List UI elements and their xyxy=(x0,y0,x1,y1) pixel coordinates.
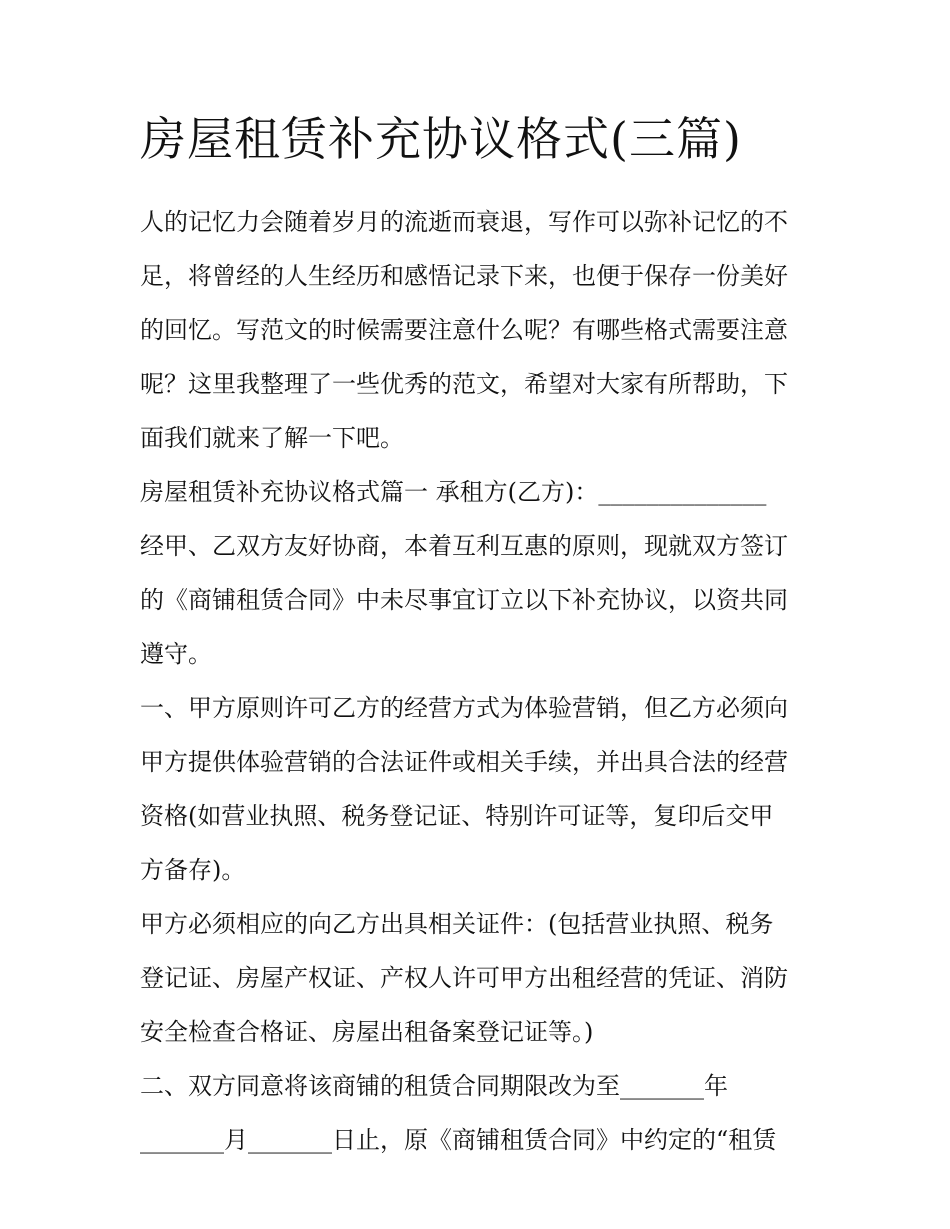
text-line: 足，将曾经的人生经历和感悟记录下来，也便于保存一份美好 xyxy=(140,262,788,290)
document-body xyxy=(140,195,812,1167)
clause-line: 一、甲方原则许可乙方的经营方式为体验营销，但乙方必须向 xyxy=(140,694,788,722)
text-line: 遵守。 xyxy=(140,640,212,668)
text-line: 经甲、乙双方友好协商，本着互利互惠的原则，现就双方签订 xyxy=(140,532,788,560)
text-line: 人的记忆力会随着岁月的流逝而衰退，写作可以弥补记忆的不 xyxy=(140,208,788,236)
clause-line: 甲方提供体验营销的合法证件或相关手续，并出具合法的经营 xyxy=(140,748,788,776)
text-line: 登记证、房屋产权证、产权人许可甲方出租经营的凭证、消防 xyxy=(140,964,788,992)
text-line: 甲方必须相应的向乙方出具相关证件：(包括营业执照、税务 xyxy=(140,910,774,938)
section-heading-line: 房屋租赁补充协议格式篇一 承租方(乙方)：______________ xyxy=(140,478,767,506)
text-line: 的回忆。写范文的时候需要注意什么呢？有哪些格式需要注意 xyxy=(140,316,788,344)
clause-line: _______月_______日止，原《商铺租赁合同》中约定的“租赁 xyxy=(140,1126,777,1154)
clause-line: 资格(如营业执照、税务登记证、特别许可证等，复印后交甲 xyxy=(140,802,774,830)
clause-line: 方备存)。 xyxy=(140,856,246,884)
clause-line: 二、双方同意将该商铺的租赁合同期限改为至_______年 xyxy=(140,1072,728,1100)
text-line: 面我们就来了解一下吧。 xyxy=(140,424,404,452)
text-line: 的《商铺租赁合同》中未尽事宜订立以下补充协议，以资共同 xyxy=(140,586,788,614)
text-line: 呢？这里我整理了一些优秀的范文，希望对大家有所帮助，下 xyxy=(140,370,788,398)
text-line: 安全检查合格证、房屋出租备案登记证等。) xyxy=(140,1018,594,1046)
document-title: 房屋租赁补充协议格式(三篇) xyxy=(140,112,742,166)
